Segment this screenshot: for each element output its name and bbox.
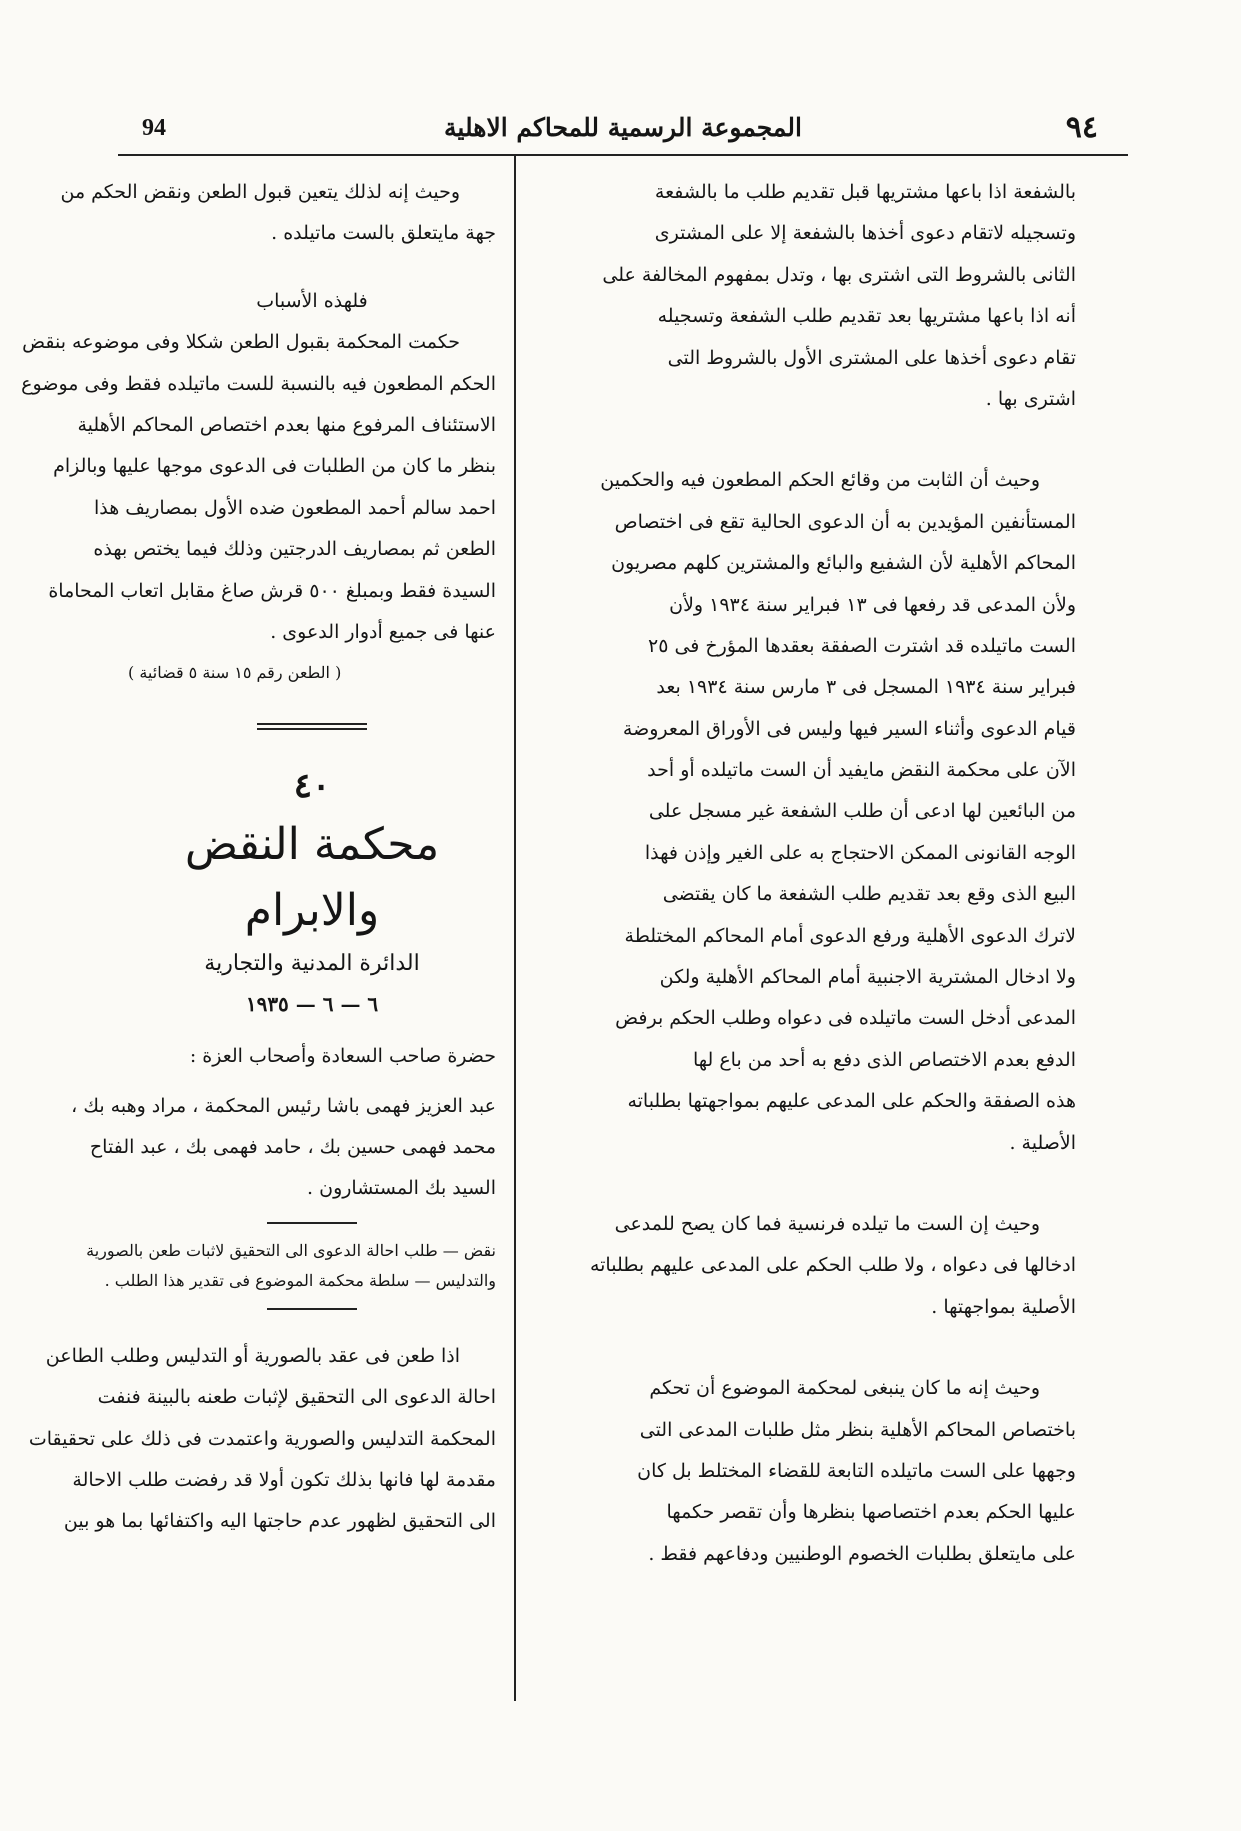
text-line: السيد بك المستشارون . [307, 1177, 496, 1200]
separator-rule [267, 1308, 357, 1310]
text-line: جهة مايتعلق بالست ماتيلده . [271, 222, 496, 245]
right-column [536, 172, 1076, 1575]
text-line: فبراير سنة ١٩٣٤ المسجل فى ٣ مارس سنة ١٩٣٤ بعد [656, 676, 1076, 699]
text-line: الدفع بعدم الاختصاص الذى دفع به أحد من باع لها [692, 1048, 1076, 1071]
text-line: الست ماتيلده قد اشترت الصفقة بعقدها المؤرخ فى ٢٥ [647, 634, 1076, 657]
text-line: الآن على محكمة النقض مايفيد أن الست ماتيلده أو أحد [647, 759, 1076, 782]
case-summary [86, 1236, 496, 1296]
text-line: حكمت المحكمة بقبول الطعن شكلا وفى موضوعه بنقض [22, 331, 460, 354]
text-line: البيع الذى وقع بعد تقديم طلب الشفعة ما كان يقتضى [662, 883, 1076, 906]
text-line: المحكمة التدليس والصورية واعتمدت فى ذلك على تحقيقات [28, 1427, 496, 1450]
publication-title: المجموعة الرسمية للمحاكم الاهلية [444, 113, 802, 142]
paragraph [536, 172, 1076, 420]
text-line: ولأن المدعى قد رفعها فى ١٣ فبراير سنة ١٩٣٤ ولأن [669, 593, 1076, 616]
circuit-name: الدائرة المدنية والتجارية [204, 951, 420, 977]
text-line: وحيث إنه ما كان ينبغى لمحكمة الموضوع أن تحكم [649, 1377, 1040, 1400]
column-divider [514, 156, 516, 1701]
case-number: ٤٠ [293, 766, 331, 807]
text-line: وحيث أن الثابت من وقائع الحكم المطعون فيه والحكمين [600, 469, 1040, 492]
text-line: مقدمة لها فانها بذلك تكون أولا قد رفضت طلب الاحالة [72, 1469, 496, 1492]
text-line: الى التحقيق لظهور عدم حاجتها اليه واكتفائها بما هو بين [63, 1510, 496, 1533]
text-line: نقض — طلب احالة الدعوى الى التحقيق لاثبات طعن بالصورية [86, 1240, 496, 1260]
text-line: بالشفعة اذا باعها مشتريها قبل تقديم طلب ما بالشفعة [654, 181, 1076, 203]
text-line: ولا ادخال المشترية الاجنبية أمام المحاكم الأهلية ولكن [659, 966, 1076, 989]
text-line: عبد العزيز فهمى باشا رئيس المحكمة ، مراد وهبه بك ، [71, 1094, 496, 1117]
text-line: من البائعين لها ادعى أن طلب الشفعة غير مسجل على [648, 800, 1076, 823]
text-line: وحيث إنه لذلك يتعين قبول الطعن ونقض الحكم من [60, 181, 460, 203]
text-line: الطعن ثم بمصاريف الدرجتين وذلك فيما يختص بهذه [93, 538, 496, 561]
text-line: والتدليس — سلطة محكمة الموضوع فى تقدير هذا الطلب . [104, 1270, 496, 1290]
text-line: وتسجيله لاتقام دعوى أخذها بالشفعة إلا على المشترى [654, 222, 1076, 245]
text-line: احمد سالم أحمد المطعون ضده الأول بمصاريف هذا [93, 496, 496, 519]
paragraph [536, 1204, 1076, 1328]
text-line: على مايتعلق بطلبات الخصوم الوطنيين ودفاعهم فقط . [648, 1542, 1076, 1565]
page-number-arabic: ٩٤ [1065, 110, 1098, 145]
text-line: ادخالها فى دعواه ، ولا طلب الحكم على المدعى عليهم بطلباته [589, 1254, 1076, 1277]
text-line: المحاكم الأهلية لأن الشفيع والبائع والمشترين كلهم مصريون [611, 552, 1076, 575]
text-line: هذه الصفقة والحكم على المدعى عليهم بمواجهتها بطلباته [627, 1090, 1076, 1113]
text-line: بنظر ما كان من الطلبات فى الدعوى موجها عليها وبالزام [53, 455, 496, 478]
text-line: الثانى بالشروط التى اشترى بها ، وتدل بمفهوم المخالفة على [602, 263, 1076, 286]
text-line: السيدة فقط وبمبلغ ٥٠٠ قرش صاغ مقابل اتعاب المحاماة [48, 579, 496, 602]
text-line: لاترك الدعوى الأهلية ورفع الدعوى أمام المحاكم المختلطة [624, 924, 1076, 947]
text-line: الوجه القانونى الممكن الاحتجاج به على الغير وإذن فهذا [644, 841, 1076, 864]
text-line: المدعى أدخل الست ماتيلده فى دعواه وطلب الحكم برفض [615, 1007, 1076, 1030]
separator-rule [267, 1222, 357, 1224]
page-number-latin: 94 [142, 115, 166, 141]
case-reference: ( الطعن رقم ١٥ سنة ٥ قضائية ) [128, 663, 342, 683]
text-line: المستأنفين المؤيدين به أن الدعوى الحالية تقع فى اختصاص [614, 510, 1076, 533]
court-name: محكمة النقض والابرام [184, 819, 440, 937]
text-line: تقام دعوى أخذها على المشترى الأول بالشروط التى [667, 346, 1076, 369]
ruling-paragraph [21, 322, 496, 653]
legal-principle [28, 1336, 496, 1543]
text-line: قيام الدعوى وأثناء السير فيها وليس فى الأوراق المعروضة [622, 717, 1076, 740]
left-column [21, 172, 496, 1543]
text-line: عنها فى جميع أدوار الدعوى . [270, 620, 496, 643]
text-line: الاستئناف المرفوع منها بعدم اختصاص المحاكم الأهلية [77, 413, 496, 436]
text-line: وجهها على الست ماتيلده التابعة للقضاء المختلط بل كان [637, 1459, 1076, 1482]
text-line: اشترى بها . [985, 387, 1076, 410]
text-line: عليها الحكم بعدم اختصاصها بنظرها وأن تقصر حكمها [666, 1501, 1076, 1524]
text-line: الأصلية بمواجهتها . [931, 1295, 1076, 1318]
text-line: اذا طعن فى عقد بالصورية أو التدليس وطلب الطاعن [45, 1344, 460, 1367]
text-line: وحيث إن الست ما تيلده فرنسية فما كان يصح للمدعى [614, 1212, 1040, 1235]
text-line: باختصاص المحاكم الأهلية بنظر مثل طلبات المدعى التى [639, 1418, 1076, 1441]
text-line: الحكم المطعون فيه بالنسبة للست ماتيلده فقط وفى موضوع [21, 372, 496, 395]
bench-members [71, 1086, 496, 1210]
text-line: الأصلية . [1009, 1131, 1076, 1154]
paragraph [536, 460, 1076, 1164]
judgment-date: ٦ — ٦ — ١٩٣٥ [245, 992, 379, 1017]
reasons-heading: فلهذه الأسباب [256, 289, 368, 312]
paragraph [536, 1368, 1076, 1575]
text-line: احالة الدعوى الى التحقيق لإثبات طعنه بالبينة فنفت [97, 1386, 496, 1409]
paragraph [60, 172, 496, 255]
text-line: أنه اذا باعها مشتريها بعد تقديم طلب الشفعة وتسجيله [657, 305, 1076, 328]
bench-intro: حضرة صاحب السعادة وأصحاب العزة : [189, 1045, 496, 1068]
page-header [118, 108, 1128, 156]
text-line: محمد فهمى حسين بك ، حامد فهمى بك ، عبد الفتاح [89, 1136, 496, 1159]
